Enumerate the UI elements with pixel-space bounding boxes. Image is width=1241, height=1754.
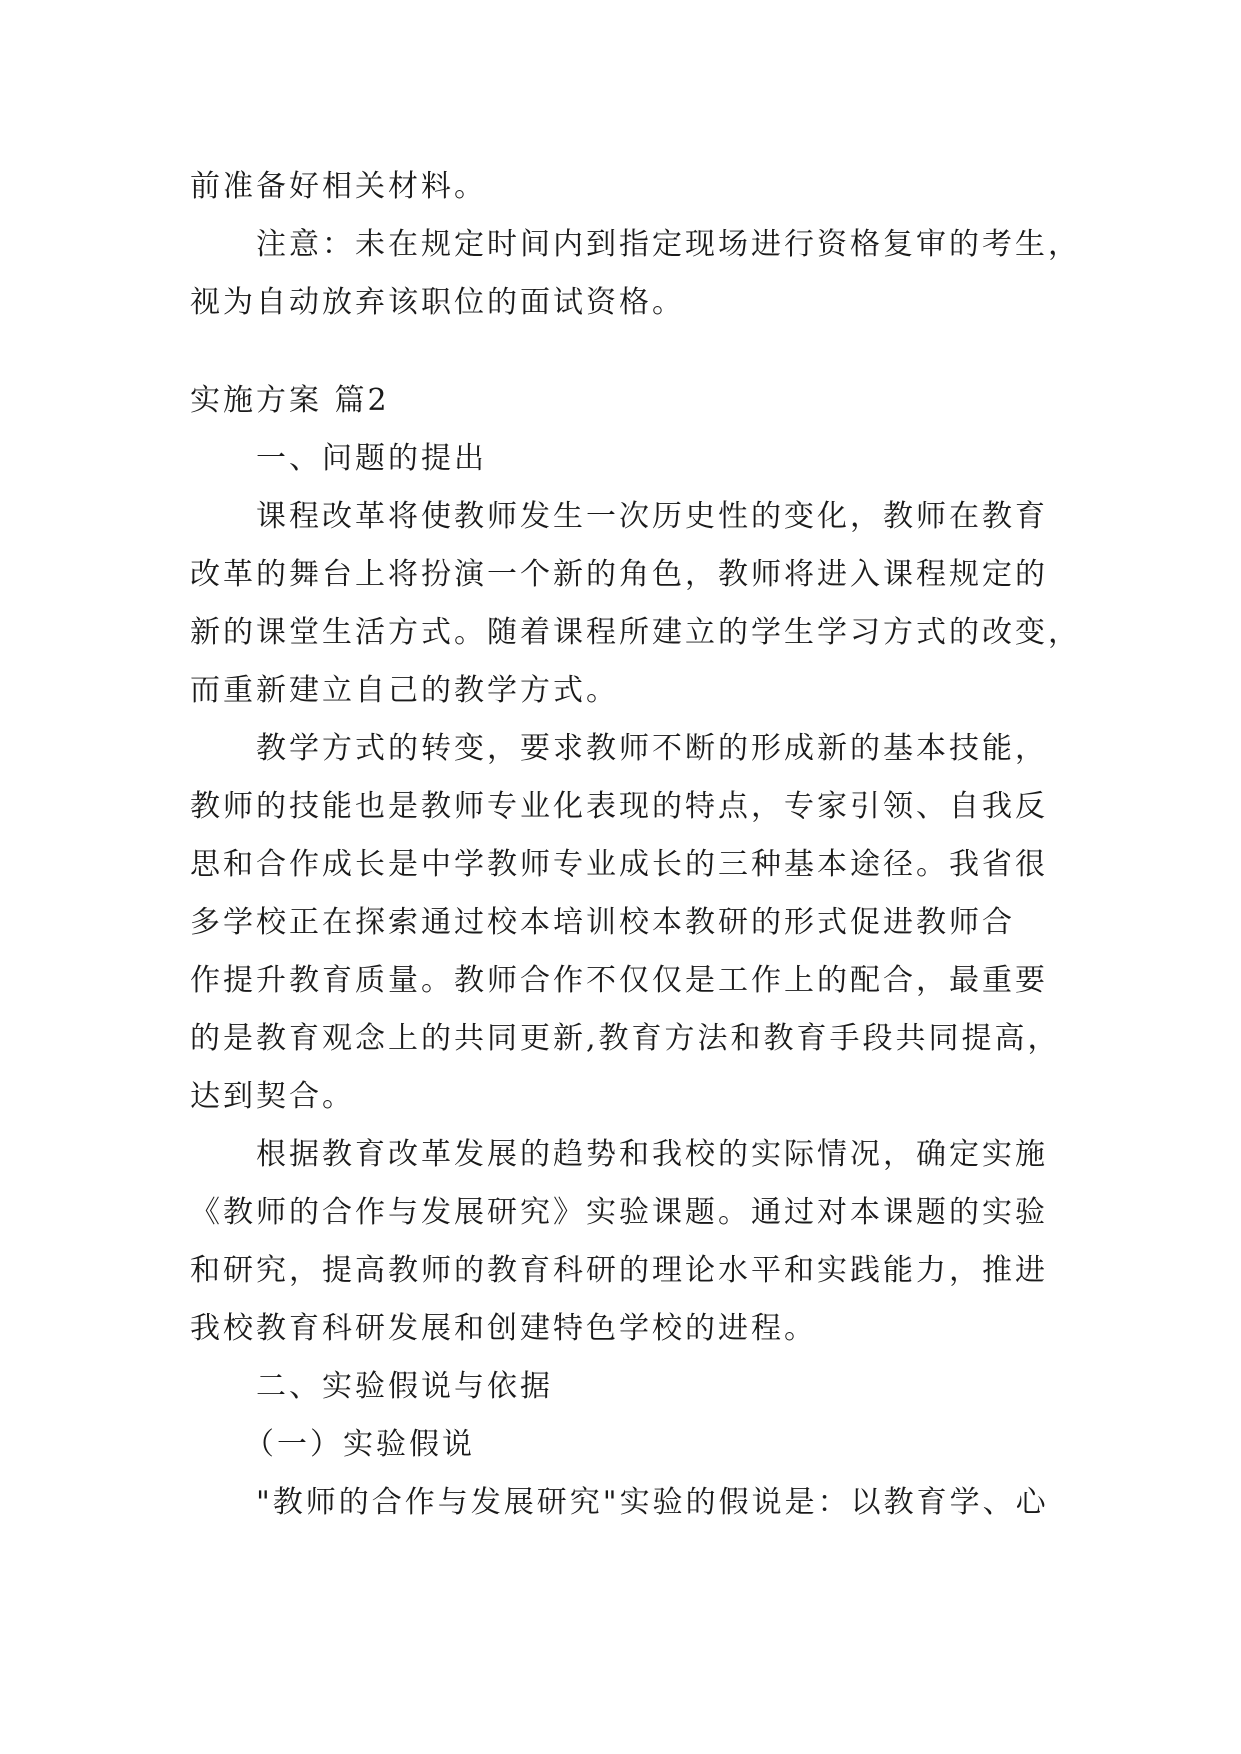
paragraph-line: 我校教育科研发展和创建特色学校的进程。 bbox=[190, 1311, 817, 1346]
paragraph-line: 多学校正在探索通过校本培训校本教研的形式促进教师合 bbox=[190, 905, 1015, 940]
paragraph-line: 达到契合。 bbox=[190, 1079, 355, 1114]
paragraph-line: 的是教育观念上的共同更新,教育方法和教育手段共同提高， bbox=[190, 1021, 1061, 1056]
paragraph-line: 新的课堂生活方式。随着课程所建立的学生学习方式的改变， bbox=[190, 615, 1081, 650]
paragraph-line: 《教师的合作与发展研究》实验课题。通过对本课题的实验 bbox=[190, 1195, 1048, 1230]
paragraph-line: 教学方式的转变，要求教师不断的形成新的基本技能， bbox=[256, 731, 1048, 766]
paragraph-line: 和研究，提高教师的教育科研的理论水平和实践能力，推进 bbox=[190, 1253, 1048, 1288]
paragraph-line: 教师的技能也是教师专业化表现的特点，专家引领、自我反 bbox=[190, 789, 1048, 824]
paragraph-line: 课程改革将使教师发生一次历史性的变化，教师在教育 bbox=[256, 499, 1048, 534]
paragraph-line: 而重新建立自己的教学方式。 bbox=[190, 673, 619, 708]
section-heading: 二、实验假说与依据 bbox=[256, 1369, 553, 1404]
paragraph-line: 作提升教育质量。教师合作不仅仅是工作上的配合，最重要 bbox=[190, 963, 1048, 998]
paragraph-line: "教师的合作与发展研究"实验的假说是：以教育学、心 bbox=[256, 1485, 1049, 1520]
note-line: 视为自动放弃该职位的面试资格。 bbox=[190, 285, 685, 320]
section-heading: 一、问题的提出 bbox=[256, 441, 487, 476]
document-body bbox=[190, 158, 1081, 1532]
paragraph-line: 根据教育改革发展的趋势和我校的实际情况，确定实施 bbox=[256, 1137, 1048, 1172]
paragraph-line: 改革的舞台上将扮演一个新的角色，教师将进入课程规定的 bbox=[190, 557, 1048, 592]
subsection-heading: （一）实验假说 bbox=[244, 1427, 475, 1462]
section-title: 实施方案 篇2 bbox=[190, 383, 390, 418]
paragraph-line: 前准备好相关材料。 bbox=[190, 169, 487, 204]
note-line: 注意：未在规定时间内到指定现场进行资格复审的考生， bbox=[256, 227, 1081, 262]
paragraph-line: 思和合作成长是中学教师专业成长的三种基本途径。我省很 bbox=[190, 847, 1048, 882]
